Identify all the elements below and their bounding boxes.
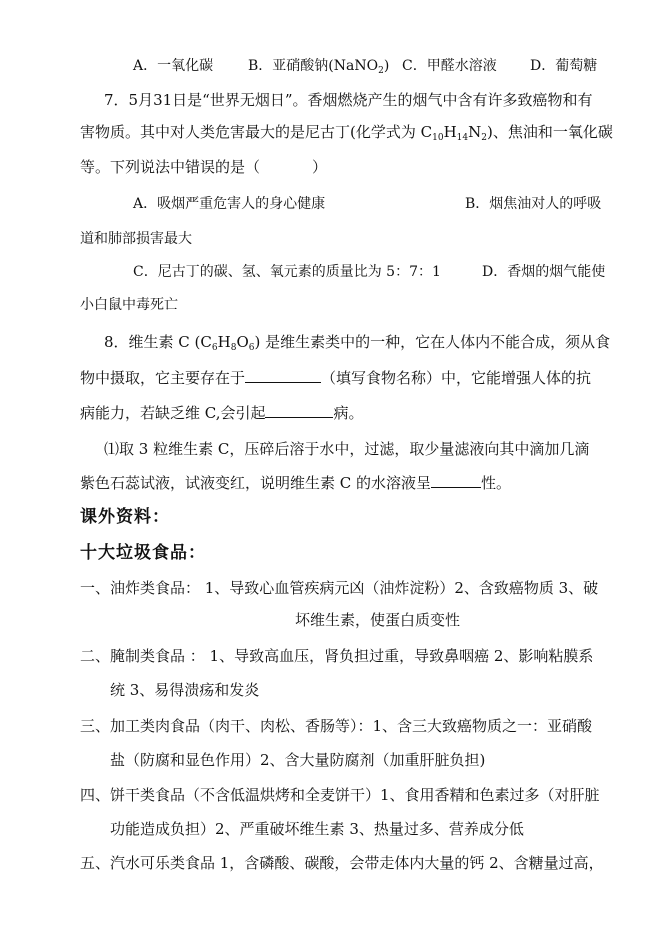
item-text-line2: 统 3、易得溃疡和发炎 [110, 681, 260, 699]
q6-option-a: A．一氧化碳 [133, 58, 214, 74]
q6-option-b: B．亚硝酸钠(NaNO$_2$) [248, 58, 390, 76]
q7-option-d-continued: 小白鼠中毒死亡 [80, 297, 178, 313]
q7-option-a: A．吸烟严重危害人的身心健康 [133, 196, 326, 212]
item-number: 三、 [80, 717, 111, 735]
q8-sub1-line2: 紫色石蕊试液，试液变红，说明维生素 C 的水溶液呈 性。 [80, 474, 512, 492]
q7-option-b: B．烟焦油对人的呼吸 [465, 196, 602, 212]
item-text-line1: 饼干类食品（不含低温烘烤和全麦饼干）1、食用香精和色素过多（对肝脏 [110, 786, 600, 804]
q7-option-b-continued: 道和肺部损害最大 [80, 231, 192, 247]
food-name-blank [245, 368, 321, 383]
q7-stem-line3: 等。下列说法中错误的是（ ） [80, 158, 328, 176]
q8-stem-line2: 物中摄取，它主要存在于 （填写食物名称）中，它能增强人体的抗 [80, 369, 592, 387]
item-number: 二、 [80, 647, 111, 665]
disease-blank [265, 403, 333, 418]
q8-sub1-line1: ⑴取 3 粒维生素 C，压碎后溶于水中，过滤，取少量滤液向其中滴加几滴 [104, 440, 590, 458]
q7-stem-line2: 害物质。其中对人类危害最大的是尼古丁(化学式为 $C_{10}H_{14}N_2$)、焦油和一氧化碳 [80, 123, 613, 143]
q6-option-d: D．葡萄糖 [530, 58, 598, 74]
q6-option-c: C．甲醛水溶液 [402, 58, 497, 74]
item-number: 一、 [80, 579, 111, 597]
q8-stem-line3: 病能力，若缺乏维 C,会引起 病。 [80, 404, 364, 422]
item-text-line1: 油炸类食品： 1、导致心血管疾病元凶（油炸淀粉）2、含致癌物质 3、破 [110, 579, 599, 597]
item-text-line2: 功能造成负担）2、严重破坏维生素 3、热量过多、营养成分低 [110, 820, 524, 838]
item-number: 五、 [80, 854, 111, 872]
q7-stem-line1: 7．5月31日是“世界无烟日”。香烟燃烧产生的烟气中含有许多致癌物和有 [104, 91, 593, 109]
extra-heading: 课外资料： [80, 507, 170, 527]
q7-option-c: C．尼古丁的碳、氢、氧元素的质量比为 5：7：1 [133, 264, 441, 280]
item-text-line2: 坏维生素，使蛋白质变性 [295, 611, 461, 629]
property-blank [431, 473, 481, 488]
item-text-line1: 汽水可乐类食品 1，含磷酸、碳酸，会带走体内大量的钙 2、含糖量过高， [110, 854, 604, 872]
q8-stem-line1: 8．维生素 C $(C_6H_8O_6)$ 是维生素类中的一种，它在人体内不能合成，须从食 [104, 333, 611, 353]
item-text-line2: 盐（防腐和显色作用）2、含大量防腐剂（加重肝脏负担) [110, 751, 486, 769]
item-text-line1: 腌制类食品 ： 1、导致高血压，肾负担过重，导致鼻咽癌 2、影响粘膜系 [110, 647, 594, 665]
item-text-line1: 加工类肉食品（肉干、肉松、香肠等）：1、含三大致癌物质之一：亚硝酸 [110, 717, 593, 735]
extra-title: 十大垃圾食品： [80, 543, 206, 563]
q7-option-d: D．香烟的烟气能使 [482, 264, 606, 280]
item-number: 四、 [80, 786, 111, 804]
